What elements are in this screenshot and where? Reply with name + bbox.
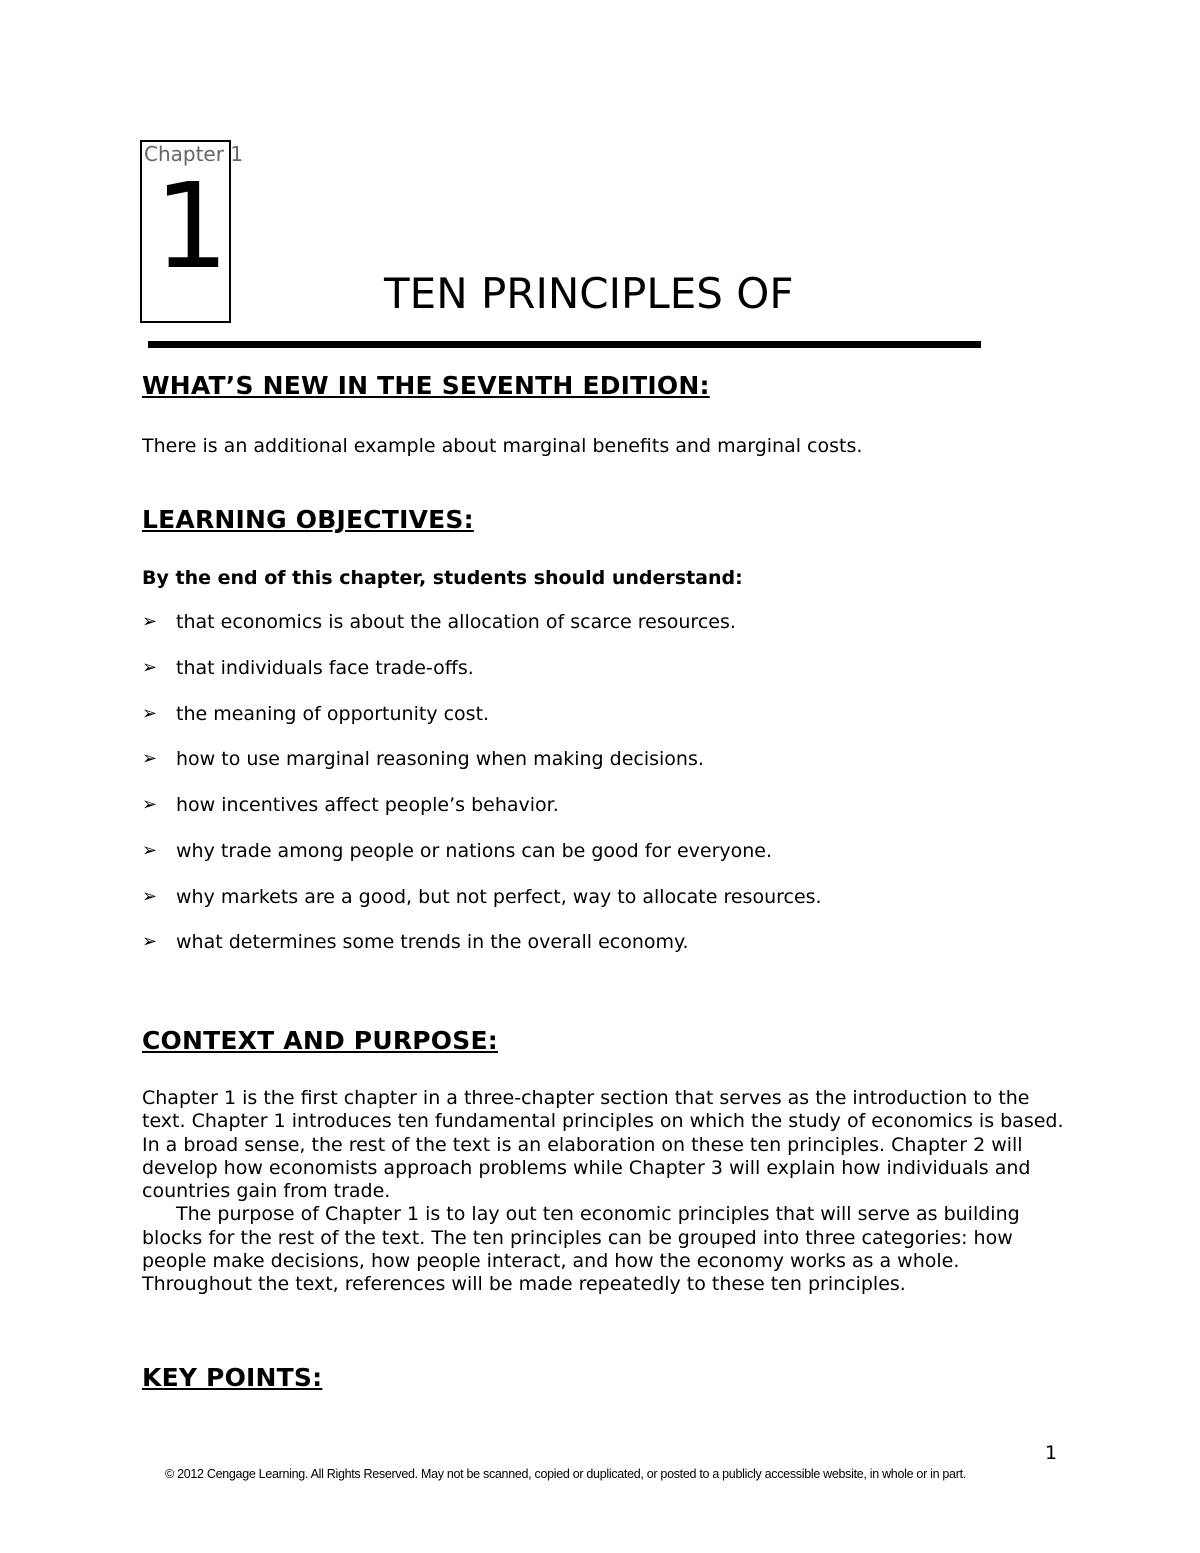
objective-text: the meaning of opportunity cost. xyxy=(176,702,490,725)
context-body xyxy=(142,1087,1072,1297)
page-number: 1 xyxy=(1045,1442,1058,1464)
objective-text: how to use marginal reasoning when making decisions. xyxy=(176,748,704,771)
learning-objectives-heading: LEARNING OBJECTIVES: xyxy=(142,505,474,534)
chapter-number-box xyxy=(140,140,244,323)
objective-text: why trade among people or nations can be good for everyone. xyxy=(176,839,773,862)
key-points-heading: KEY POINTS: xyxy=(142,1363,323,1392)
arrow-bullet-icon: ➢ xyxy=(142,839,158,861)
objective-text: what determines some trends in the overall economy. xyxy=(176,931,689,954)
title-rule xyxy=(148,341,981,348)
learning-objectives-intro: By the end of this chapter, students should understand: xyxy=(142,567,743,589)
arrow-bullet-icon: ➢ xyxy=(142,702,158,724)
context-paragraph: Chapter 1 is the first chapter in a three-chapter section that serves as the introduction to the text. Chapter 1 introduces ten fundamental principles on which the study of economics is based. In a broad sense, the rest of the text is an elaboration on these ten principles. Chapter 2 will develop how economists approach problems while Chapter 3 will explain how individuals and countries gain from trade. xyxy=(142,1087,1064,1203)
objective-text: how incentives affect people’s behavior. xyxy=(176,794,559,816)
list-item xyxy=(142,885,822,931)
list-item xyxy=(142,747,822,793)
copyright-footer: © 2012 Cengage Learning. All Rights Reserved. May not be scanned, copied or duplicated, or posted to a publicly accessible website, in whole or in part. xyxy=(165,1467,966,1481)
arrow-bullet-icon: ➢ xyxy=(142,748,158,770)
context-paragraph: The purpose of Chapter 1 is to lay out ten economic principles that will serve as building blocks for the rest of the text. The ten principles can be grouped into three categories: how people make decisions, how people interact, and how the economy works as a whole. Throughout the text, references will be made repeatedly to these ten principles. xyxy=(142,1203,1020,1296)
objective-text: why markets are a good, but not perfect, way to allocate resources. xyxy=(176,885,822,908)
list-item xyxy=(142,656,822,702)
objective-text: that individuals face trade-offs. xyxy=(176,656,474,679)
learning-objectives-list xyxy=(142,610,822,976)
list-item xyxy=(142,702,822,748)
list-item xyxy=(142,930,822,976)
objective-text: that economics is about the allocation of scarce resources. xyxy=(176,611,736,633)
arrow-bullet-icon: ➢ xyxy=(142,656,158,678)
chapter-label: Chapter 1 xyxy=(144,142,244,166)
chapter-title: TEN PRINCIPLES OF xyxy=(384,269,794,318)
whats-new-text: There is an additional example about marginal benefits and marginal costs. xyxy=(142,435,863,457)
arrow-bullet-icon: ➢ xyxy=(142,611,158,632)
arrow-bullet-icon: ➢ xyxy=(142,931,158,953)
chapter-number: 1 xyxy=(154,157,230,295)
whats-new-heading: WHAT’S NEW IN THE SEVENTH EDITION: xyxy=(142,371,710,400)
list-item xyxy=(142,610,822,656)
list-item xyxy=(142,839,822,885)
list-item xyxy=(142,793,822,839)
arrow-bullet-icon: ➢ xyxy=(142,885,158,907)
context-heading: CONTEXT AND PURPOSE: xyxy=(142,1026,498,1055)
arrow-bullet-icon: ➢ xyxy=(142,794,158,815)
